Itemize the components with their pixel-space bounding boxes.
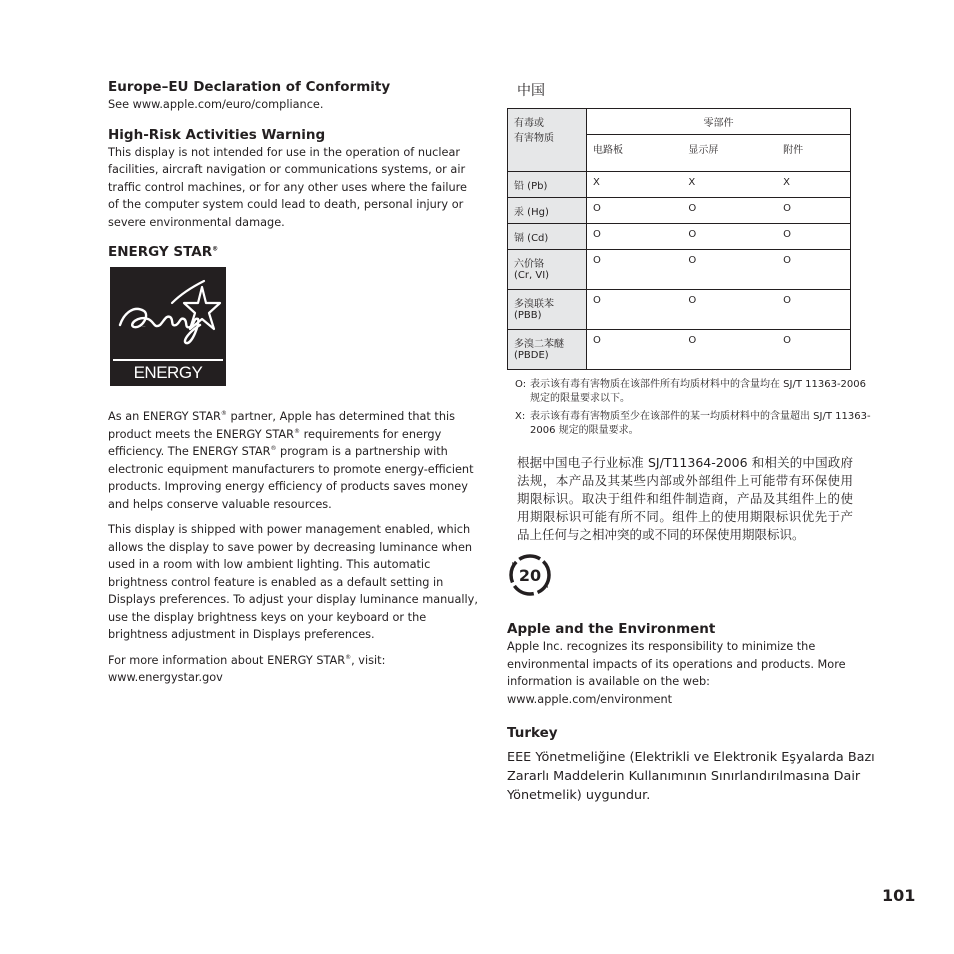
energy-paragraph-2: This display is shipped with power management enabled, which allows the display to save power by decreasing luminance when used in a room with low ambient lighting. This automatic brightness control feature is enabled as a default setting in Displays preferences. To adjust your display luminance manually, use the display brightness keys on your keyboard or the brightness adjustment in Displays preferences.	[108, 523, 478, 641]
table-row	[508, 198, 851, 224]
high-risk-text: This display is not intended for use in the operation of nuclear facilities, aircraft navigation or communications systems, or air traffic control machines, or for any other uses where the failure of the computer system could lead to death, personal injury or severe environmental damage.	[108, 145, 467, 229]
eu-section	[108, 78, 478, 114]
table-cell: X	[777, 172, 850, 198]
hazardous-substance-table	[507, 108, 851, 370]
energy-script-word: energy	[142, 327, 146, 328]
turkey-text: EEE Yönetmeliğine (Elektrikli ve Elektronik Eşyalarda Bazı Zararlı Maddelerin Kullanımının Sınırlandırılmasına Dair Yönetmelik) uygundur.	[507, 750, 875, 803]
row-label: 铅 (Pb)	[508, 172, 587, 198]
column-header: 显示屏	[682, 135, 777, 172]
table-cell: O	[587, 290, 683, 330]
energy-star-heading: ENERGY STAR®	[108, 244, 219, 260]
table-header-row	[508, 109, 851, 135]
table-cell: O	[777, 330, 850, 370]
table-cell: O	[682, 290, 777, 330]
table-notes	[515, 378, 877, 438]
table-cell: O	[777, 198, 850, 224]
table-corner-cell: 有毒或 有害物质	[508, 109, 587, 172]
environment-url: www.apple.com/environment	[507, 692, 673, 706]
row-label: 多溴二苯醚 (PBDE)	[508, 330, 587, 370]
energy-paragraph-3: For more information about ENERGY STAR®, visit: www.energystar.gov	[108, 653, 386, 684]
eu-heading: Europe–EU Declaration of Conformity	[108, 79, 391, 95]
table-cell: O	[682, 224, 777, 250]
table-cell: X	[587, 172, 683, 198]
energy-star-section	[108, 243, 478, 687]
turkey-heading: Turkey	[507, 725, 558, 741]
table-row	[508, 250, 851, 290]
energy-star-logo	[110, 267, 226, 406]
note-x-key: X:	[515, 411, 526, 422]
row-label: 多溴联苯 (PBB)	[508, 290, 587, 330]
epup-20-icon	[509, 554, 551, 596]
china-heading: 中国	[517, 83, 545, 99]
table-cell: O	[777, 250, 850, 290]
table-cell: X	[682, 172, 777, 198]
note-o-text: 表示该有毒有害物质在该部件所有均质材料中的含量均在 SJ/T 11363-2006 规定的限量要求以下。	[530, 379, 867, 404]
energy-star-script-icon	[114, 273, 222, 353]
china-paragraph: 根据中国电子行业标准 SJ/T11364-2006 和相关的中国政府法规，本产品及其某些内部或外部组件上可能带有环保使用期限标识。取决于组件和组件制造商，产品及其组件上的使用期限标识可能有所不同。组件上的使用期限标识优先于产品上任何与之相冲突的或不同的环保使用期限标识。	[517, 455, 853, 542]
page-number: 101	[882, 886, 916, 905]
table-cell: O	[682, 198, 777, 224]
environment-heading: Apple and the Environment	[507, 621, 716, 637]
energy-paragraph-1: As an ENERGY STAR® partner, Apple has determined that this product meets the ENERGY STAR® requirements for energy efficiency. The ENERGY STAR® program is a partnership with electronic equipment manufacturers to promote energy-efficient products. Improving energy efficiency of products saves money and helps conserve valuable resources.	[108, 410, 474, 511]
environment-text: Apple Inc. recognizes its responsibility to minimize the environmental impacts of its operations and products. More information is available on the web:	[507, 640, 846, 688]
table-row	[508, 330, 851, 370]
table-cell: O	[682, 330, 777, 370]
row-label: 六价铬 (Cr, VI)	[508, 250, 587, 290]
table-cell: O	[777, 224, 850, 250]
table-cell: O	[587, 224, 683, 250]
left-column	[108, 78, 478, 687]
note-x	[515, 410, 877, 438]
high-risk-section	[108, 126, 478, 232]
epup-20-number: 20	[518, 566, 542, 585]
table-cell: O	[587, 198, 683, 224]
note-o-key: O:	[515, 379, 527, 390]
table-row	[508, 224, 851, 250]
row-label: 镉 (Cd)	[508, 224, 587, 250]
column-header: 电路板	[587, 135, 683, 172]
table-cell: O	[587, 250, 683, 290]
environment-section	[507, 620, 877, 708]
table-cell: O	[682, 250, 777, 290]
table-cell: O	[587, 330, 683, 370]
right-column	[507, 78, 877, 805]
eu-text: See www.apple.com/euro/compliance.	[108, 98, 324, 111]
high-risk-heading: High-Risk Activities Warning	[108, 126, 326, 143]
table-row	[508, 290, 851, 330]
note-o	[515, 378, 877, 406]
energy-star-band: ENERGY STAR	[113, 359, 223, 385]
turkey-section	[507, 724, 877, 805]
column-header: 附件	[777, 135, 850, 172]
table-row	[508, 172, 851, 198]
note-x-text: 表示该有毒有害物质至少在该部件的某一均质材料中的含量超出 SJ/T 11363-2006 规定的限量要求。	[530, 411, 871, 436]
row-label: 汞 (Hg)	[508, 198, 587, 224]
table-group-header: 零部件	[587, 109, 851, 135]
table-cell: O	[777, 290, 850, 330]
